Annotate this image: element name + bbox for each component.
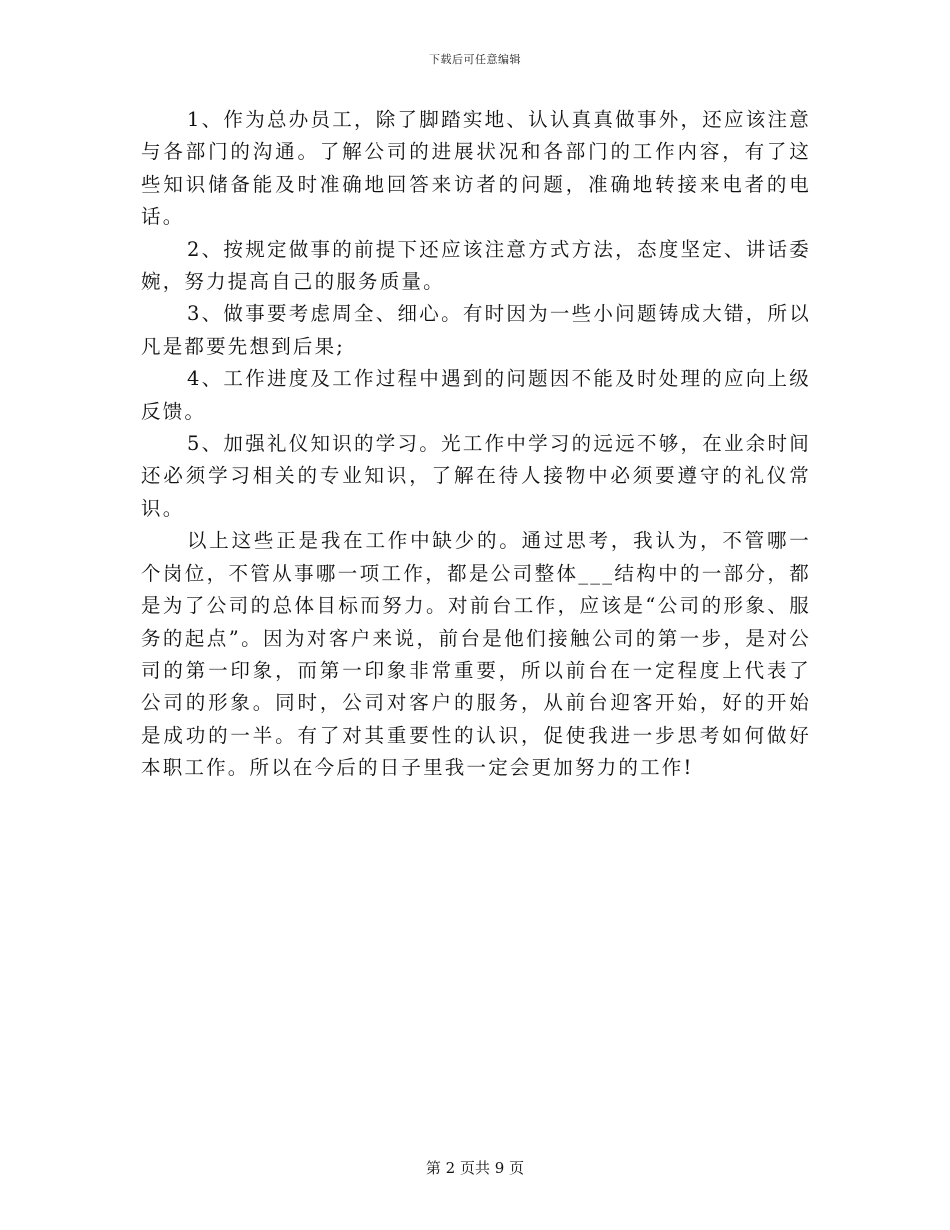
paragraph-2: 2、按规定做事的前提下还应该注意方式方法，态度坚定、讲话委婉，努力提高自己的服务质量。 xyxy=(141,237,811,294)
paragraph-4: 4、工作进度及工作过程中遇到的问题因不能及时处理的应向上级反馈。 xyxy=(141,367,811,423)
document-body xyxy=(141,104,811,785)
page-header: 下载后可任意编辑 xyxy=(429,53,521,66)
paragraph-5: 5、加强礼仪知识的学习。光工作中学习的远远不够，在业余时间还必须学习相关的专业知识，了解在待人接物中必须要遵守的礼仪常识。 xyxy=(141,432,811,520)
paragraph-3: 3、做事要考虑周全、细心。有时因为一些小问题铸成大错，所以凡是都要先想到后果; xyxy=(141,302,811,358)
paragraph-summary: 以上这些正是我在工作中缺少的。通过思考，我认为，不管哪一个岗位，不管从事哪一项工作，都是公司整体___结构中的一部分，都是为了公司的总体目标而努力。对前台工作，应该是“公司的形象、服务的起点”。因为对客户来说，前台是他们接触公司的第一步，是对公司的第一印象，而第一印象非常重要，所以前台在一定程度上代表了公司的形象。同时，公司对客户的服务，从前台迎客开始，好的开始是成功的一半。有了对其重要性的认识，促使我进一步思考如何做好本职工作。所以在今后的日子里我一定会更加努力的工作! xyxy=(141,529,811,780)
paragraph-1: 1、作为总办员工，除了脚踏实地、认认真真做事外，还应该注意与各部门的沟通。了解公司的进展状况和各部门的工作内容，有了这些知识储备能及时准确地回答来访者的问题，准确地转接来电者的电话。 xyxy=(141,108,811,229)
page-number: 第 2 页共 9 页 xyxy=(425,1159,525,1177)
